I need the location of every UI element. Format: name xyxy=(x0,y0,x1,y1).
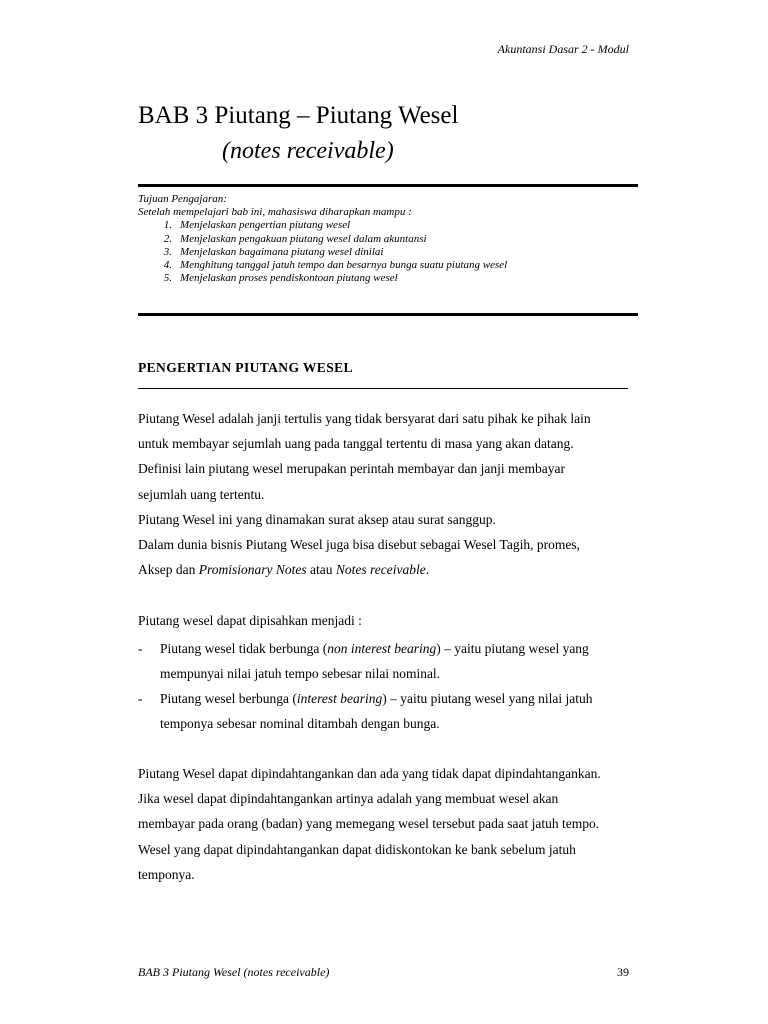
text-run: ) – yaitu piutang wesel yang xyxy=(436,641,589,656)
paragraph-line: temponya. xyxy=(138,866,195,882)
section-underline xyxy=(138,388,628,389)
bottom-divider xyxy=(138,313,638,316)
paragraph-transferability xyxy=(138,761,638,887)
paragraph-line: Jika wesel dapat dipindahtangankan artinya adalah yang membuat wesel akan xyxy=(138,791,559,807)
running-header: Akuntansi Dasar 2 - Modul xyxy=(497,42,629,56)
bullet-dash: - xyxy=(138,641,143,656)
italic-term: non interest bearing xyxy=(327,641,437,656)
bullet-line xyxy=(160,686,638,711)
objective-item xyxy=(138,259,638,272)
page-number: 39 xyxy=(617,965,629,979)
objective-number: 3. xyxy=(163,245,172,258)
objective-text: Menjelaskan pengertian piutang wesel xyxy=(180,219,351,232)
paragraph-definition xyxy=(138,406,638,582)
objective-number: 2. xyxy=(163,232,172,245)
bullet-line: mempunyai nilai jatuh tempo sebesar nilai nominal. xyxy=(160,666,441,681)
objective-text: Menjelaskan bagaimana piutang wesel dinilai xyxy=(180,245,384,258)
paragraph-line: membayar pada orang (badan) yang memegang wesel tersebut pada saat jatuh tempo. xyxy=(138,816,600,832)
italic-term: Promisionary Notes xyxy=(198,562,307,578)
paragraph-line: untuk membayar sejumlah uang pada tanggal tertentu di masa yang akan datang. xyxy=(138,436,574,452)
bullet-line xyxy=(160,636,638,661)
bullet-text xyxy=(160,636,638,686)
paragraph-line: Dalam dunia bisnis Piutang Wesel juga bisa disebut sebagai Wesel Tagih, promes, xyxy=(138,537,580,553)
italic-term: Notes receivable xyxy=(335,562,426,578)
paragraph-classification-intro: Piutang wesel dapat dipisahkan menjadi : xyxy=(138,613,362,628)
text-run: Piutang wesel tidak berbunga ( xyxy=(160,641,328,656)
chapter-subtitle: (notes receivable) xyxy=(222,138,394,164)
bullet-line: temponya sebesar nominal ditambah dengan bunga. xyxy=(160,716,440,731)
paragraph-line: sejumlah uang tertentu. xyxy=(138,486,265,502)
objective-text: Menghitung tanggal jatuh tempo dan besarnya bunga suatu piutang wesel xyxy=(180,259,508,272)
bullet-dash: - xyxy=(138,691,143,706)
bullet-item xyxy=(138,636,638,686)
text-run: Piutang wesel berbunga ( xyxy=(160,691,297,706)
bullet-text xyxy=(160,686,638,736)
objective-item xyxy=(138,246,638,259)
objective-text: Menjelaskan proses pendiskontoan piutang wesel xyxy=(180,272,398,285)
footer-chapter-title: BAB 3 Piutang Wesel (notes receivable) xyxy=(138,965,330,979)
top-divider xyxy=(138,184,638,187)
objective-item xyxy=(138,272,638,285)
paragraph-line: Piutang Wesel dapat dipindahtangankan dan ada yang tidak dapat dipindahtangankan. xyxy=(138,766,601,781)
objective-item xyxy=(138,233,638,246)
objective-number: 4. xyxy=(163,259,172,272)
text-run: ) – yaitu piutang wesel yang nilai jatuh xyxy=(382,691,593,706)
section-heading: PENGERTIAN PIUTANG WESEL xyxy=(138,360,353,375)
paragraph-line: Wesel yang dapat dipindahtangankan dapat didiskontokan ke bank sebelum jatuh xyxy=(138,841,576,857)
text-run: atau xyxy=(306,562,336,578)
chapter-title: BAB 3 Piutang – Piutang Wesel xyxy=(138,102,459,129)
objective-text: Menjelaskan pengakuan piutang wesel dalam akuntansi xyxy=(180,232,427,245)
objective-number: 5. xyxy=(163,272,172,285)
text-run: Aksep dan xyxy=(138,562,199,578)
learning-objectives xyxy=(138,193,638,285)
italic-term: interest bearing xyxy=(296,691,383,706)
objective-item xyxy=(138,219,638,232)
paragraph-line: Definisi lain piutang wesel merupakan perintah membayar dan janji membayar xyxy=(138,461,565,477)
paragraph-line: Piutang Wesel ini yang dinamakan surat aksep atau surat sanggup. xyxy=(138,511,496,527)
objectives-heading: Tujuan Pengajaran: xyxy=(138,193,227,205)
paragraph-line xyxy=(138,557,638,582)
bullet-item xyxy=(138,686,638,736)
paragraph-line: Piutang Wesel adalah janji tertulis yang tidak bersyarat dari satu pihak ke pihak lain xyxy=(138,411,591,426)
objective-number: 1. xyxy=(163,219,172,232)
text-run: . xyxy=(425,562,430,578)
objectives-intro: Setelah mempelajari bab ini, mahasiswa diharapkan mampu : xyxy=(138,206,412,219)
